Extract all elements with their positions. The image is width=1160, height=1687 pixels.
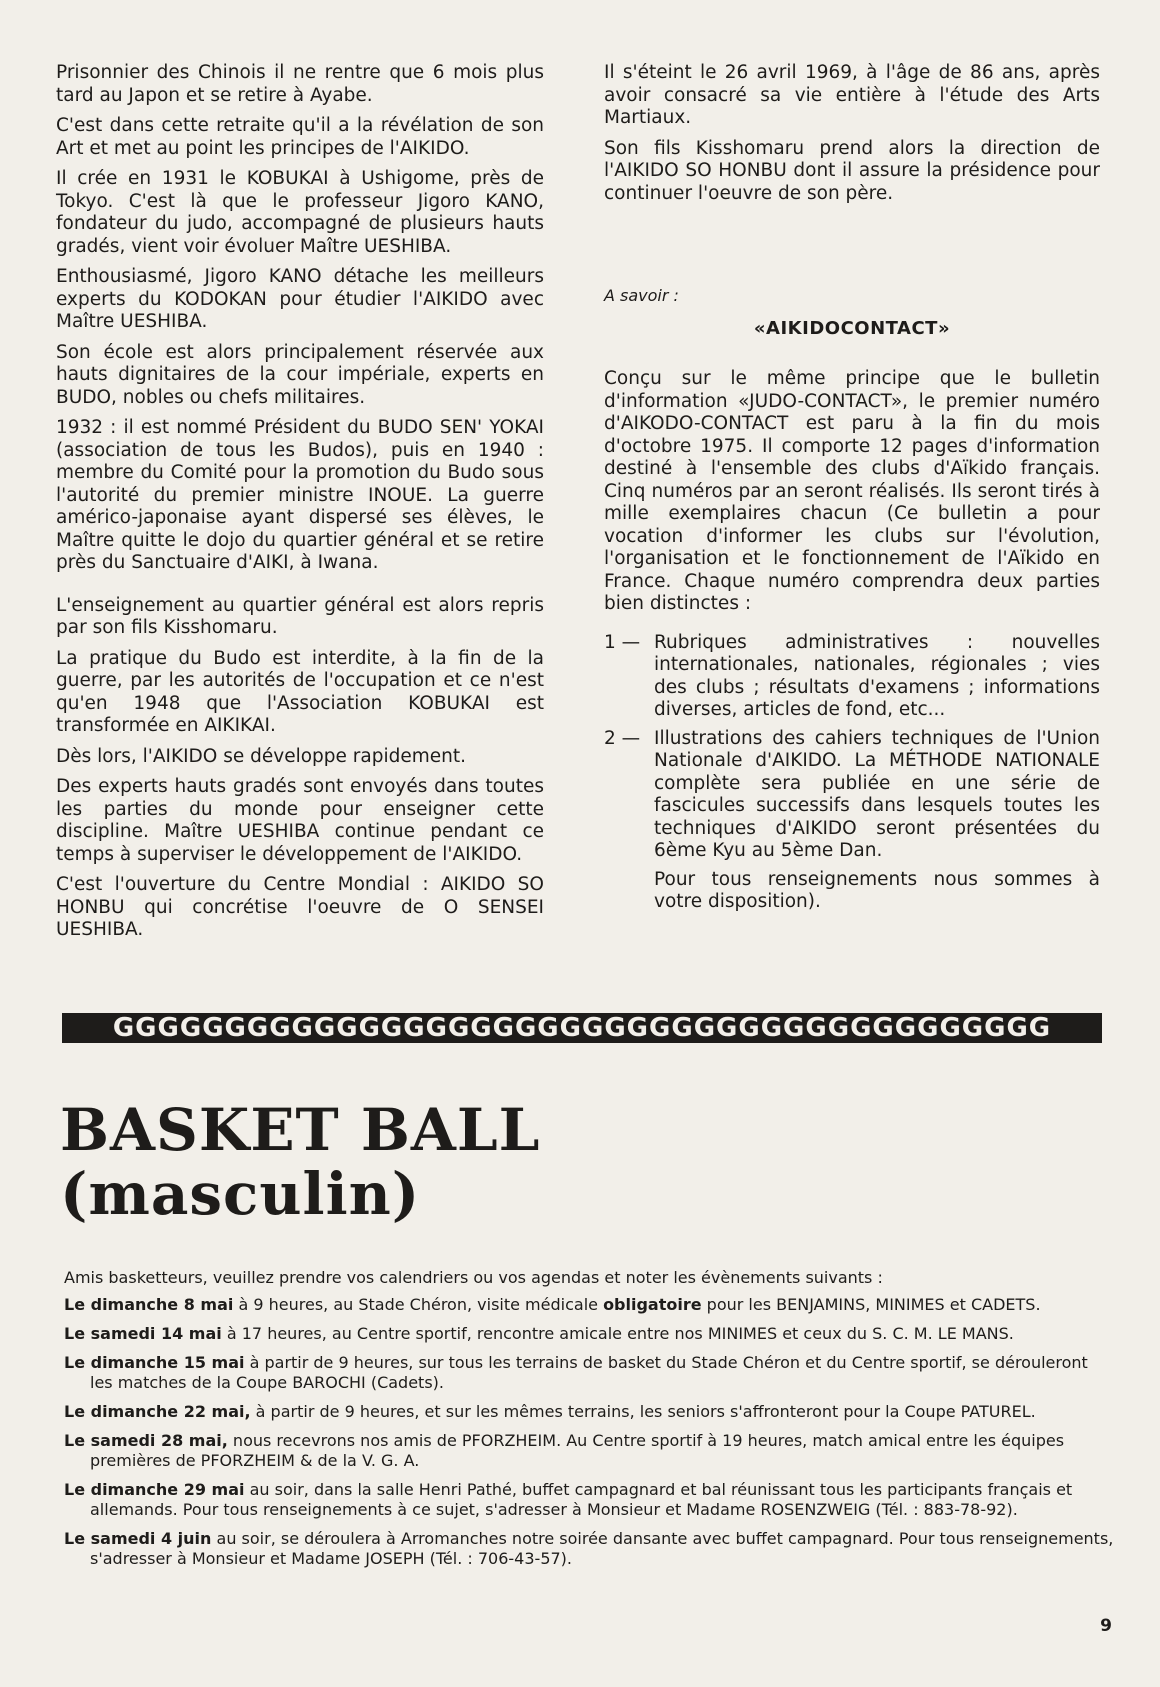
list-item-text: Illustrations des cahiers techniques de l'Union Nationale d'AIKIDO. La MÉTHODE NATIONALE complète sera publiée en une série de fascicules successifs dans lesquels toutes les techniques d'AIKIDO seront présentées du 6ème Kyu au 5ème Dan. xyxy=(654,727,1100,861)
basket-title-line2: (masculin) xyxy=(60,1160,421,1228)
a-savoir-label: A savoir : xyxy=(604,286,679,305)
event-continuation: s'adresser à Monsieur et Madame JOSEPH (Tél. : 706-43-57). xyxy=(90,1549,572,1568)
event-text: nous recevrons nos amis de PFORZHEIM. Au Centre sportif à 19 heures, match amical entre les équipes xyxy=(227,1431,1065,1450)
event-date: Le dimanche 15 mai xyxy=(64,1353,245,1372)
event-date: Le samedi 14 mai xyxy=(64,1324,222,1343)
paragraph: Son fils Kisshomaru prend alors la direction de l'AIKIDO SO HONBU dont il assure la présidence pour continuer l'oeuvre de son père. xyxy=(604,137,1100,204)
event-text: à 17 heures, au Centre sportif, rencontre amicale entre nos MINIMES et ceux du S. C. M. LE MANS. xyxy=(221,1324,1014,1343)
event-date: Le dimanche 22 mai, xyxy=(64,1402,251,1421)
event-item xyxy=(64,1402,1114,1422)
left-column xyxy=(56,62,544,950)
event-item xyxy=(64,1295,1114,1315)
page-number: 9 xyxy=(1100,1616,1112,1636)
paragraph: Il s'éteint le 26 avril 1969, à l'âge de 86 ans, après avoir consacré sa vie entière à l'étude des Arts Martiaux. xyxy=(604,62,1100,128)
decorative-divider xyxy=(62,1013,1102,1043)
aikidocontact-title: «AIKIDOCONTACT» xyxy=(753,317,951,339)
basket-intro: Amis basketteurs, veuillez prendre vos calendriers ou vos agendas et noter les évènements suivants : xyxy=(64,1268,883,1287)
list-item-number: 2 — xyxy=(604,727,641,749)
paragraph: Dès lors, l'AIKIDO se développe rapidement. xyxy=(56,745,466,767)
event-continuation: premières de PFORZHEIM & de la V. G. A. xyxy=(90,1451,420,1470)
event-continuation: les matches de la Coupe BAROCHI (Cadets). xyxy=(90,1373,444,1392)
closing-note: Pour tous renseignements nous sommes à votre disposition). xyxy=(654,868,1100,912)
paragraph: L'enseignement au quartier général est alors repris par son fils Kisshomaru. xyxy=(56,594,544,638)
event-item xyxy=(64,1353,1114,1393)
paragraph: Son école est alors principalement réservée aux hauts dignitaires de la cour impériale, experts en BUDO, nobles ou chefs militaires. xyxy=(56,341,544,408)
event-text: à 9 heures, au Stade Chéron, visite médicale xyxy=(233,1295,604,1314)
paragraph: La pratique du Budo est interdite, à la fin de la guerre, par les autorités de l'occupation et ce n'est qu'en 1948 que l'Association KOBUKAI est transformée en AIKIKAI. xyxy=(56,647,544,736)
list-item-text: Rubriques administratives : nouvelles internationales, nationales, régionales ; vies des clubs ; résultats d'examens ; informations diverses, articles de fond, etc... xyxy=(654,631,1100,720)
list-item xyxy=(604,728,1100,863)
event-text: à partir de 9 heures, sur tous les terrains de basket du Stade Chéron et du Centre sportif, se dérouleront xyxy=(244,1353,1088,1372)
paragraph: Il crée en 1931 le KOBUKAI à Ushigome, près de Tokyo. C'est là que le professeur Jigoro KANO, fondateur du judo, accompagné de plusieurs hauts gradés, vient voir évoluer Maître UESHIBA. xyxy=(56,168,544,257)
event-emphasis: obligatoire xyxy=(603,1295,702,1314)
paragraph: Enthousiasmé, Jigoro KANO détache les meilleurs experts du KODOKAN pour étudier l'AIKIDO avec Maître UESHIBA. xyxy=(56,266,544,332)
aikidocontact-intro: Conçu sur le même principe que le bulletin d'information «JUDO-CONTACT», le premier numéro d'AIKODO-CONTACT est paru à la fin du mois d'octobre 1975. Il comporte 12 pages d'information destiné à l'ensemble des clubs d'Aïkido français. Cinq numéros par an seront réalisés. Ils seront tirés à mille exemplaires chacun (Ce bulletin a pour vocation d'informer les clubs sur l'évolution, l'organisation et le fonctionnement de l'Aïkido en France. Chaque numéro comprendra deux parties bien distinctes : xyxy=(604,368,1100,614)
paragraph: Prisonnier des Chinois il ne rentre que 6 mois plus tard au Japon et se retire à Ayabe. xyxy=(56,62,544,106)
basket-heading xyxy=(60,1098,540,1226)
list-item-number: 1 — xyxy=(604,631,641,653)
event-item xyxy=(64,1431,1114,1471)
event-text: au soir, dans la salle Henri Pathé, buffet campagnard et bal réunissant tous les participants français et xyxy=(244,1480,1073,1499)
event-date: Le dimanche 8 mai xyxy=(64,1295,234,1314)
event-date: Le samedi 28 mai, xyxy=(64,1431,228,1450)
divider-pattern: GGGGGGGGGGGGGGGGGGGGGGGGGGGGGGGGGGGGGGGGGG xyxy=(112,1013,1052,1043)
event-date: Le dimanche 29 mai xyxy=(64,1480,245,1499)
event-item xyxy=(64,1529,1114,1569)
paragraph: C'est l'ouverture du Centre Mondial : AIKIDO SO HONBU qui concrétise l'oeuvre de O SENSEI UESHIBA. xyxy=(56,874,544,940)
event-text: au soir, se déroulera à Arromanches notre soirée dansante avec buffet campagnard. Pour tous renseignements, xyxy=(211,1529,1114,1548)
event-item xyxy=(64,1480,1114,1520)
event-date: Le samedi 4 juin xyxy=(64,1529,212,1548)
event-list xyxy=(64,1295,1114,1578)
right-column xyxy=(604,62,1100,914)
paragraph: C'est dans cette retraite qu'il a la révélation de son Art et met au point les principes de l'AIKIDO. xyxy=(56,115,544,159)
paragraph: 1932 : il est nommé Président du BUDO SEN' YOKAI (association de tous les Budos), puis en 1940 : membre du Comité pour la promotion du Budo sous l'autorité du premier ministre INOUE. La guerre américo-japonaise ayant dispersé ses élèves, le Maître quitte le dojo du quartier général et se retire près du Sanctuaire d'AIKI, à Iwana. xyxy=(56,417,544,573)
event-text-end: pour les BENJAMINS, MINIMES et CADETS. xyxy=(701,1295,1041,1314)
event-continuation: allemands. Pour tous renseignements à ce sujet, s'adresser à Monsieur et Madame ROSENZWEIG (Tél. : 883-78-92). xyxy=(90,1500,1018,1519)
event-item xyxy=(64,1324,1114,1344)
paragraph: Des experts hauts gradés sont envoyés dans toutes les parties du monde pour enseigner cette discipline. Maître UESHIBA continue pendant ce temps à superviser le développement de l'AIKIDO. xyxy=(56,776,544,865)
event-text: à partir de 9 heures, et sur les mêmes terrains, les seniors s'affronteront pour la Coupe PATUREL. xyxy=(250,1402,1036,1421)
basket-title-line1: BASKET BALL xyxy=(60,1096,541,1164)
list-item xyxy=(604,632,1100,722)
